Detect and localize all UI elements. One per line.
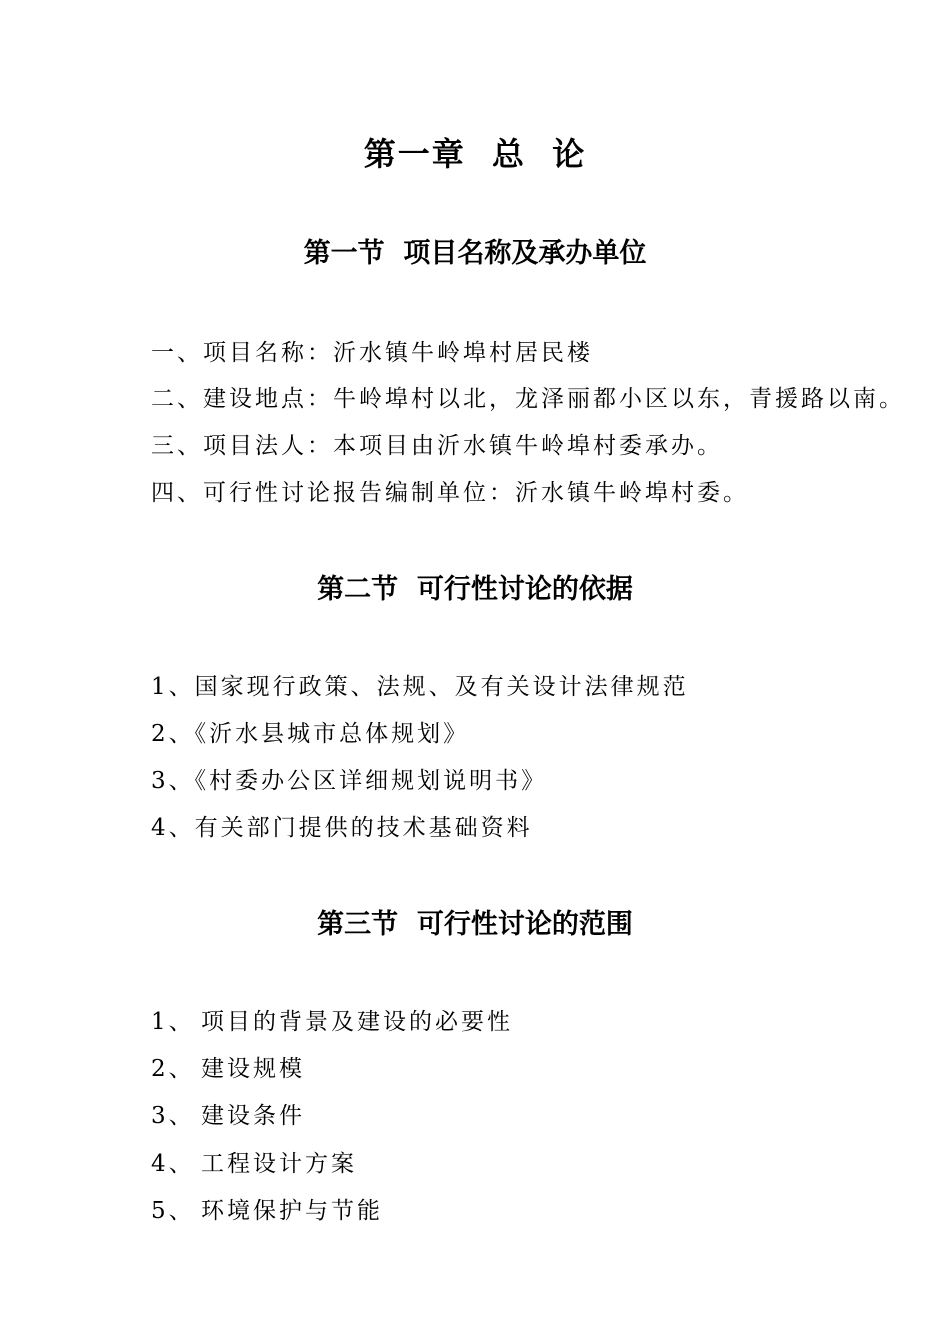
item-text: 建设条件 xyxy=(201,1103,305,1129)
section-3-item xyxy=(151,1100,305,1132)
item-number: 3、 xyxy=(151,1103,195,1129)
item-text: 环境保护与节能 xyxy=(201,1198,383,1224)
item-number: 5、 xyxy=(151,1198,195,1224)
section-3-item xyxy=(151,1006,513,1038)
section-2-item: 4、有关部门提供的技术基础资料 xyxy=(151,815,533,841)
section-3-item xyxy=(151,1148,357,1180)
section-3-item xyxy=(151,1053,305,1085)
section-1-title: 第一节 项目名称及承办单位 xyxy=(303,238,647,269)
item-number: 2、 xyxy=(151,1056,195,1082)
section-3-title: 第三节 可行性讨论的范围 xyxy=(317,909,633,940)
section-1-item: 二、建设地点：牛岭埠村以北，龙泽丽都小区以东，青援路以南。 xyxy=(151,386,905,412)
section-3-item xyxy=(151,1195,383,1227)
section-2-item: 1、国家现行政策、法规、及有关设计法律规范 xyxy=(151,674,689,700)
item-number: 4、 xyxy=(151,1151,195,1177)
item-number: 1、 xyxy=(151,1009,195,1035)
item-text: 工程设计方案 xyxy=(201,1151,357,1177)
section-2-item: 2、《沂水县城市总体规划》 xyxy=(151,721,470,747)
section-2-item: 3、《村委办公区详细规划说明书》 xyxy=(151,768,548,794)
section-2-title: 第二节 可行性讨论的依据 xyxy=(317,574,633,605)
section-1-item: 一、项目名称：沂水镇牛岭埠村居民楼 xyxy=(151,340,593,366)
item-text: 建设规模 xyxy=(201,1056,305,1082)
section-1-item: 三、项目法人：本项目由沂水镇牛岭埠村委承办。 xyxy=(151,433,723,459)
item-text: 项目的背景及建设的必要性 xyxy=(201,1009,513,1035)
section-1-item: 四、可行性讨论报告编制单位：沂水镇牛岭埠村委。 xyxy=(151,480,749,506)
chapter-title: 第一章 总 论 xyxy=(363,135,587,173)
